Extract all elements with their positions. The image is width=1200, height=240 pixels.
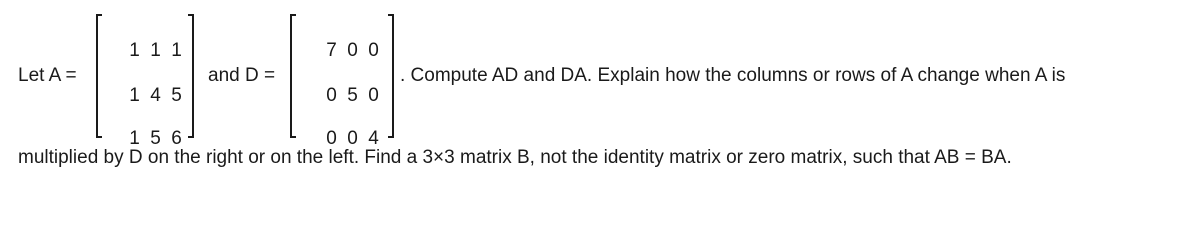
matrix-a-cell: 5: [171, 85, 182, 106]
problem-text-line-2: multiplied by D on the right or on the left. Find a 3×3 matrix B, not the identity matrix or zero matrix, such that AB = BA.: [18, 147, 1012, 168]
matrix-a-cell: 5: [150, 128, 161, 149]
let-a-label: Let A =: [18, 65, 77, 86]
matrix-d-cell: 0: [326, 128, 337, 149]
matrix-a: [96, 14, 194, 149]
matrix-a-cell: 1: [171, 40, 182, 61]
matrix-d-cell: 0: [347, 40, 358, 61]
matrix-d-cell: 0: [368, 40, 379, 61]
matrix-d-cell: 4: [368, 128, 379, 149]
matrix-a-cell: 1: [129, 85, 140, 106]
matrix-d-cell: 5: [347, 85, 358, 106]
matrix-a-cell: 1: [150, 40, 161, 61]
matrix-d-cell: 7: [326, 40, 337, 61]
matrix-d: [290, 14, 394, 149]
matrix-d-cell: 0: [368, 85, 379, 106]
matrix-d-cell: 0: [326, 85, 337, 106]
matrix-a-cell: 1: [129, 40, 140, 61]
and-d-label: and D =: [208, 65, 276, 86]
matrix-a-cell: 4: [150, 85, 161, 106]
matrix-d-cell: 0: [347, 128, 358, 149]
matrix-a-cell: 6: [171, 128, 182, 149]
matrix-a-cell: 1: [129, 128, 140, 149]
problem-text-line-1: . Compute AD and DA. Explain how the columns or rows of A change when A is: [400, 65, 1066, 86]
